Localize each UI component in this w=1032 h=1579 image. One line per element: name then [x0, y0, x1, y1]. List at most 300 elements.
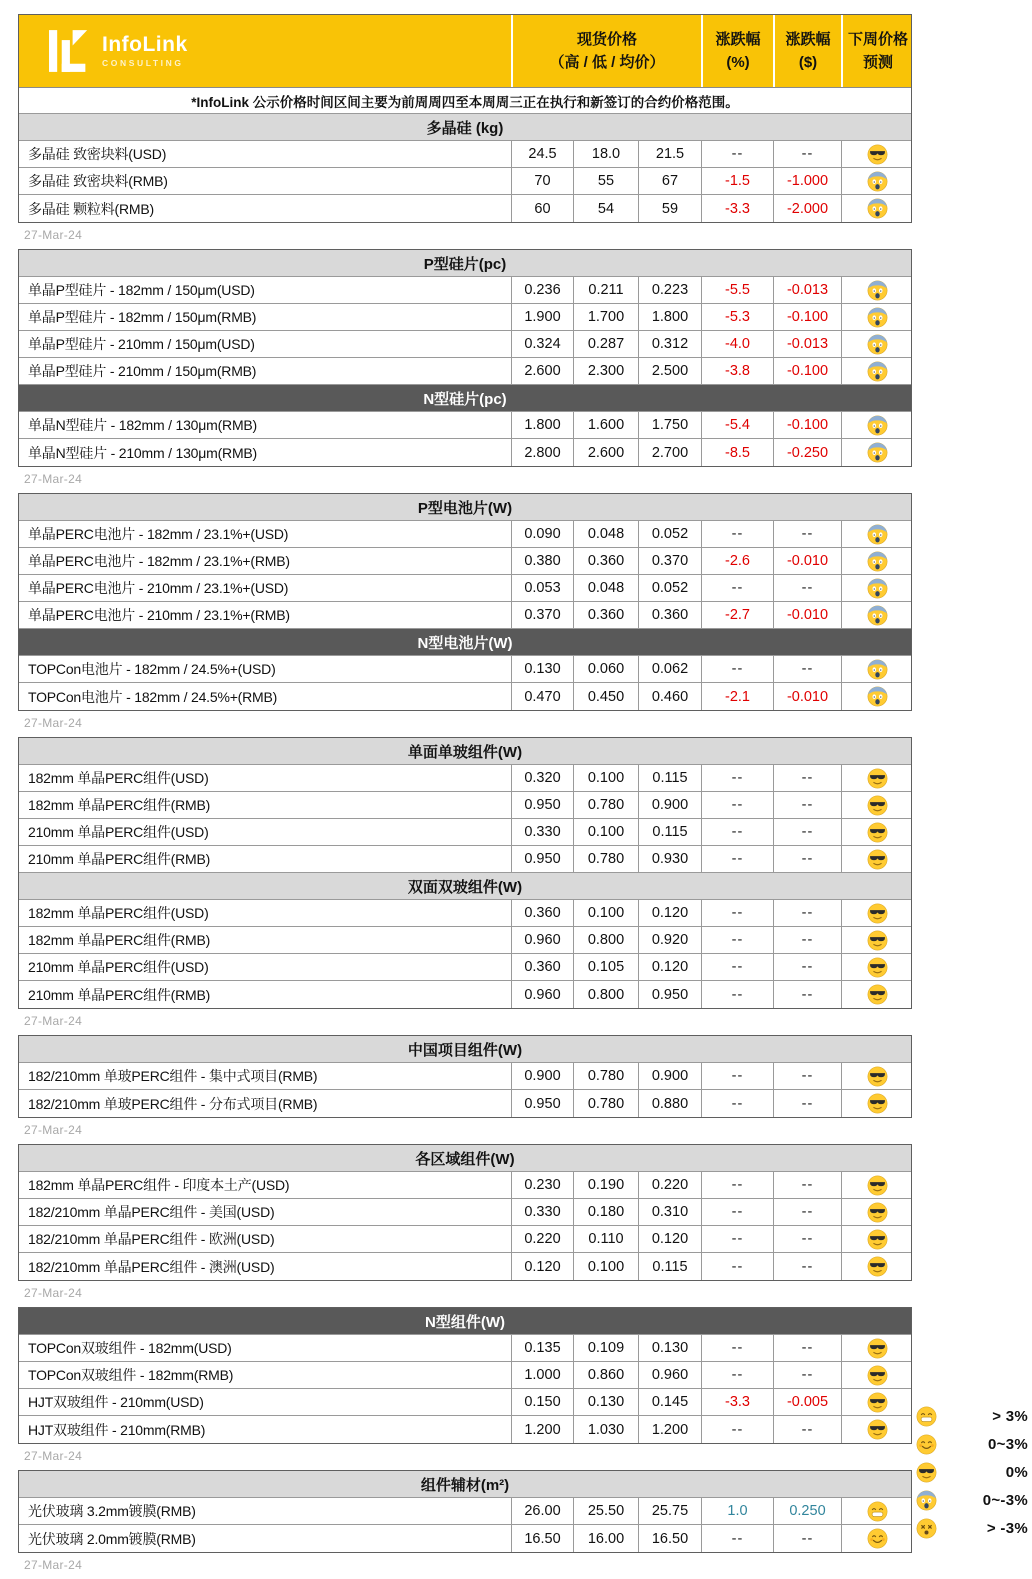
- section-header: N型电池片(W): [19, 629, 911, 656]
- change-pct: --: [701, 521, 773, 547]
- change-usd: --: [773, 1525, 841, 1552]
- change-usd: -0.100: [773, 358, 841, 384]
- forecast-legend: [916, 1402, 1028, 1542]
- price-low: 0.100: [573, 900, 638, 926]
- change-pct: -1.5: [701, 168, 773, 194]
- price-avg: 2.500: [638, 358, 701, 384]
- change-pct: --: [701, 141, 773, 167]
- change-pct: --: [701, 981, 773, 1008]
- price-high: 0.090: [511, 521, 573, 547]
- sunglasses-emoji-icon: [867, 1175, 888, 1196]
- price-low: 0.780: [573, 792, 638, 818]
- product-label: HJT双玻组件 - 210mm(USD): [28, 1394, 204, 1410]
- change-pct: -3.3: [701, 195, 773, 222]
- price-avg: 0.130: [638, 1335, 701, 1361]
- change-pct: --: [701, 792, 773, 818]
- forecast-cell: [841, 981, 913, 1008]
- price-high: 1.800: [511, 412, 573, 438]
- section-header: 各区域组件(W): [19, 1145, 911, 1172]
- sunglasses-emoji-icon: [867, 957, 888, 978]
- legend-item: [916, 1458, 1028, 1486]
- table-row: [19, 1362, 911, 1389]
- scream-emoji-icon: [867, 171, 888, 192]
- table-row: [19, 1199, 911, 1226]
- price-high: 0.236: [511, 277, 573, 303]
- table-row: [19, 1389, 911, 1416]
- price-high: 0.130: [511, 656, 573, 682]
- change-pct: -5.4: [701, 412, 773, 438]
- change-usd: --: [773, 1226, 841, 1252]
- col-header-change-pct: [701, 15, 773, 87]
- change-pct-unit: (%): [726, 54, 750, 71]
- price-low: 0.860: [573, 1362, 638, 1388]
- product-label: 单晶PERC电池片 - 182mm / 23.1%+(USD): [28, 526, 289, 542]
- product-label: 单晶P型硅片 - 182mm / 150μm(RMB): [28, 309, 257, 325]
- sunglasses-emoji-icon: [867, 1256, 888, 1277]
- price-high: 0.324: [511, 331, 573, 357]
- forecast-subtitle: 预测: [862, 54, 893, 71]
- price-avg: 0.460: [638, 683, 701, 710]
- change-usd-unit: ($): [798, 54, 818, 71]
- product-label: 单晶P型硅片 - 210mm / 150μm(RMB): [28, 363, 257, 379]
- price-high: 0.330: [511, 819, 573, 845]
- change-pct: --: [701, 1253, 773, 1280]
- change-pct: --: [701, 846, 773, 872]
- product-label: 单晶PERC电池片 - 182mm / 23.1%+(RMB): [28, 553, 290, 569]
- price-avg: 25.75: [638, 1498, 701, 1524]
- price-low: 0.780: [573, 846, 638, 872]
- change-pct: --: [701, 1063, 773, 1089]
- change-pct: --: [701, 1525, 773, 1552]
- price-low: 0.110: [573, 1226, 638, 1252]
- date-label: 27-Mar-24: [24, 228, 83, 242]
- change-usd: -0.010: [773, 683, 841, 710]
- price-high: 0.150: [511, 1389, 573, 1415]
- price-low: 0.780: [573, 1090, 638, 1117]
- price-low: 0.287: [573, 331, 638, 357]
- product-label: 单晶PERC电池片 - 210mm / 23.1%+(RMB): [28, 607, 290, 623]
- sunglasses-emoji-icon: [867, 1229, 888, 1250]
- forecast-cell: [841, 439, 913, 466]
- price-low: 18.0: [573, 141, 638, 167]
- change-usd: -0.100: [773, 412, 841, 438]
- price-low: 0.780: [573, 1063, 638, 1089]
- forecast-cell: [841, 141, 913, 167]
- price-low: 0.360: [573, 548, 638, 574]
- price-low: 0.100: [573, 765, 638, 791]
- change-usd: --: [773, 1090, 841, 1117]
- table-row: [19, 602, 911, 629]
- price-avg: 59: [638, 195, 701, 222]
- product-label: 210mm 单晶PERC组件(USD): [28, 959, 209, 975]
- price-high: 0.370: [511, 602, 573, 628]
- price-low: 2.600: [573, 439, 638, 466]
- product-label: 单晶PERC电池片 - 210mm / 23.1%+(USD): [28, 580, 289, 596]
- price-block: [18, 1144, 912, 1281]
- price-table-column: [18, 14, 912, 1579]
- product-label: 182/210mm 单晶PERC组件 - 欧洲(USD): [28, 1231, 275, 1247]
- forecast-cell: [841, 575, 913, 601]
- scream-emoji-icon: [867, 198, 888, 219]
- table-row: [19, 548, 911, 575]
- price-high: 1.200: [511, 1416, 573, 1443]
- table-row: [19, 900, 911, 927]
- dizzy-emoji-icon: [916, 1518, 937, 1539]
- price-high: 0.900: [511, 1063, 573, 1089]
- price-low: 0.130: [573, 1389, 638, 1415]
- price-low: 0.109: [573, 1335, 638, 1361]
- scream-emoji-icon: [867, 361, 888, 382]
- change-usd: --: [773, 656, 841, 682]
- section-header: 双面双玻组件(W): [19, 873, 911, 900]
- price-high: 2.800: [511, 439, 573, 466]
- forecast-cell: [841, 656, 913, 682]
- price-block: [18, 737, 912, 1009]
- product-label: 单晶P型硅片 - 210mm / 150μm(USD): [28, 336, 255, 352]
- price-block: [18, 1307, 912, 1444]
- price-high: 0.120: [511, 1253, 573, 1280]
- sunglasses-emoji-icon: [867, 144, 888, 165]
- change-usd: --: [773, 765, 841, 791]
- price-low: 0.211: [573, 277, 638, 303]
- change-usd: --: [773, 521, 841, 547]
- change-pct: --: [701, 1362, 773, 1388]
- forecast-cell: [841, 792, 913, 818]
- change-usd: -0.100: [773, 304, 841, 330]
- scream-emoji-icon: [867, 686, 888, 707]
- legend-label: > -3%: [986, 1519, 1028, 1537]
- price-block: [18, 1470, 912, 1553]
- forecast-cell: [841, 1525, 913, 1552]
- change-pct: --: [701, 656, 773, 682]
- price-avg: 0.220: [638, 1172, 701, 1198]
- change-pct: -5.5: [701, 277, 773, 303]
- price-avg: 0.145: [638, 1389, 701, 1415]
- change-usd: --: [773, 1172, 841, 1198]
- price-avg: 0.120: [638, 900, 701, 926]
- forecast-cell: [841, 1090, 913, 1117]
- table-header: [19, 15, 911, 88]
- change-usd: --: [773, 927, 841, 953]
- change-usd: -0.010: [773, 548, 841, 574]
- change-pct: --: [701, 1416, 773, 1443]
- table-row: [19, 412, 911, 439]
- price-low: 0.800: [573, 927, 638, 953]
- forecast-cell: [841, 1199, 913, 1225]
- product-label: 182/210mm 单玻PERC组件 - 分布式项目(RMB): [28, 1095, 318, 1112]
- price-avg: 0.920: [638, 927, 701, 953]
- price-high: 0.230: [511, 1172, 573, 1198]
- scream-emoji-icon: [867, 524, 888, 545]
- sunglasses-emoji-icon: [867, 1338, 888, 1359]
- forecast-cell: [841, 846, 913, 872]
- sunglasses-emoji-icon: [867, 1202, 888, 1223]
- table-row: [19, 792, 911, 819]
- price-avg: 0.960: [638, 1362, 701, 1388]
- table-row: [19, 846, 911, 873]
- date-label: 27-Mar-24: [24, 1286, 83, 1300]
- price-avg: 0.115: [638, 765, 701, 791]
- forecast-cell: [841, 412, 913, 438]
- change-pct: -4.0: [701, 331, 773, 357]
- sunglasses-emoji-icon: [867, 984, 888, 1005]
- infolink-logo: [19, 15, 511, 87]
- price-high: 0.135: [511, 1335, 573, 1361]
- sunglasses-emoji-icon: [867, 1066, 888, 1087]
- sunglasses-emoji-icon: [867, 1392, 888, 1413]
- price-high: 0.320: [511, 765, 573, 791]
- price-high: 0.360: [511, 954, 573, 980]
- price-low: 0.105: [573, 954, 638, 980]
- price-low: 2.300: [573, 358, 638, 384]
- change-pct: --: [701, 900, 773, 926]
- section-header: P型硅片(pc): [19, 250, 911, 277]
- product-label: 光伏玻璃 3.2mm镀膜(RMB): [28, 1503, 196, 1519]
- change-pct: --: [701, 1226, 773, 1252]
- sunglasses-emoji-icon: [867, 1365, 888, 1386]
- price-high: 0.950: [511, 792, 573, 818]
- price-high: 0.950: [511, 1090, 573, 1117]
- legend-label: 0%: [1005, 1463, 1028, 1481]
- col-header-spot-price: [511, 15, 701, 87]
- product-label: 182mm 单晶PERC组件(USD): [28, 905, 209, 921]
- price-low: 54: [573, 195, 638, 222]
- product-label: 多晶硅 致密块料(RMB): [28, 173, 168, 189]
- change-usd: -1.000: [773, 168, 841, 194]
- table-row: [19, 1416, 911, 1443]
- legend-label: 0~3%: [988, 1435, 1028, 1453]
- change-pct: --: [701, 1335, 773, 1361]
- table-row: [19, 168, 911, 195]
- forecast-cell: [841, 521, 913, 547]
- table-row: [19, 819, 911, 846]
- forecast-cell: [841, 1362, 913, 1388]
- table-row: [19, 304, 911, 331]
- forecast-cell: [841, 331, 913, 357]
- price-high: 0.220: [511, 1226, 573, 1252]
- change-usd: --: [773, 1063, 841, 1089]
- price-avg: 0.120: [638, 1226, 701, 1252]
- price-high: 2.600: [511, 358, 573, 384]
- legend-item: [916, 1430, 1028, 1458]
- section-header: 中国项目组件(W): [19, 1036, 911, 1063]
- price-low: 0.100: [573, 819, 638, 845]
- change-usd: --: [773, 575, 841, 601]
- price-low: 0.180: [573, 1199, 638, 1225]
- grin-emoji-icon: [916, 1406, 937, 1427]
- blocks-container: [18, 223, 912, 1579]
- scream-emoji-icon: [916, 1490, 937, 1511]
- change-pct: --: [701, 927, 773, 953]
- change-pct: -2.7: [701, 602, 773, 628]
- legend-label: 0~-3%: [982, 1491, 1028, 1509]
- product-label: TOPCon双玻组件 - 182mm(RMB): [28, 1367, 234, 1383]
- product-label: TOPCon电池片 - 182mm / 24.5%+(RMB): [28, 688, 278, 705]
- price-avg: 0.880: [638, 1090, 701, 1117]
- forecast-cell: [841, 1498, 913, 1524]
- forecast-cell: [841, 954, 913, 980]
- legend-item: [916, 1486, 1028, 1514]
- product-label: 单晶N型硅片 - 182mm / 130μm(RMB): [28, 417, 258, 433]
- table-row: [19, 765, 911, 792]
- change-usd: --: [773, 1362, 841, 1388]
- price-high: 0.053: [511, 575, 573, 601]
- price-low: 1.600: [573, 412, 638, 438]
- price-avg: 0.115: [638, 1253, 701, 1280]
- price-high: 0.960: [511, 927, 573, 953]
- date-label: 27-Mar-24: [24, 716, 83, 730]
- price-low: 16.00: [573, 1525, 638, 1552]
- table-row: [19, 927, 911, 954]
- price-avg: 2.700: [638, 439, 701, 466]
- price-avg: 0.310: [638, 1199, 701, 1225]
- change-pct: -8.5: [701, 439, 773, 466]
- change-usd: --: [773, 1199, 841, 1225]
- product-label: 182mm 单晶PERC组件(RMB): [28, 932, 211, 948]
- price-high: 70: [511, 168, 573, 194]
- change-usd-title: 涨跌幅: [785, 30, 831, 48]
- product-label: 单晶P型硅片 - 182mm / 150μm(USD): [28, 282, 255, 298]
- price-high: 1.000: [511, 1362, 573, 1388]
- price-avg: 0.115: [638, 819, 701, 845]
- price-avg: 0.900: [638, 792, 701, 818]
- change-pct: 1.0: [701, 1498, 773, 1524]
- scream-emoji-icon: [867, 551, 888, 572]
- price-low: 0.450: [573, 683, 638, 710]
- product-label: 210mm 单晶PERC组件(RMB): [28, 851, 211, 867]
- scream-emoji-icon: [867, 280, 888, 301]
- forecast-cell: [841, 1226, 913, 1252]
- price-high: 0.470: [511, 683, 573, 710]
- table-row: [19, 1063, 911, 1090]
- sunglasses-emoji-icon: [867, 849, 888, 870]
- change-pct: --: [701, 1172, 773, 1198]
- scream-emoji-icon: [867, 605, 888, 626]
- brand-name: InfoLink: [102, 33, 188, 57]
- table-row: [19, 1498, 911, 1525]
- change-usd: --: [773, 846, 841, 872]
- change-pct: -2.1: [701, 683, 773, 710]
- table-row: [19, 954, 911, 981]
- forecast-cell: [841, 548, 913, 574]
- change-usd: -0.010: [773, 602, 841, 628]
- price-avg: 0.062: [638, 656, 701, 682]
- forecast-cell: [841, 927, 913, 953]
- price-avg: 0.360: [638, 602, 701, 628]
- product-label: 光伏玻璃 2.0mm镀膜(RMB): [28, 1530, 196, 1547]
- price-avg: 67: [638, 168, 701, 194]
- price-low: 1.030: [573, 1416, 638, 1443]
- table-row: [19, 331, 911, 358]
- section-header: 多晶硅 (kg): [19, 114, 911, 141]
- date-label: 27-Mar-24: [24, 1014, 83, 1028]
- scream-emoji-icon: [867, 415, 888, 436]
- price-block: [18, 14, 912, 223]
- change-usd: --: [773, 141, 841, 167]
- price-low: 55: [573, 168, 638, 194]
- forecast-cell: [841, 819, 913, 845]
- table-row: [19, 1253, 911, 1280]
- price-avg: 0.312: [638, 331, 701, 357]
- forecast-cell: [841, 1063, 913, 1089]
- change-usd: --: [773, 1253, 841, 1280]
- scream-emoji-icon: [867, 442, 888, 463]
- price-low: 0.100: [573, 1253, 638, 1280]
- product-label: 多晶硅 致密块料(USD): [28, 146, 167, 162]
- change-pct: --: [701, 765, 773, 791]
- price-high: 24.5: [511, 141, 573, 167]
- col-header-change-usd: [773, 15, 841, 87]
- sunglasses-emoji-icon: [867, 930, 888, 951]
- infolink-logo-icon: [49, 30, 89, 72]
- change-usd: -0.013: [773, 277, 841, 303]
- product-label: 182mm 单晶PERC组件 - 印度本土产(USD): [28, 1177, 290, 1193]
- product-label: TOPCon双玻组件 - 182mm(USD): [28, 1340, 232, 1356]
- legend-item: [916, 1402, 1028, 1430]
- change-usd: --: [773, 954, 841, 980]
- price-low: 0.048: [573, 575, 638, 601]
- price-avg: 0.950: [638, 981, 701, 1008]
- price-low: 0.800: [573, 981, 638, 1008]
- change-usd: 0.250: [773, 1498, 841, 1524]
- forecast-cell: [841, 1389, 913, 1415]
- product-label: 单晶N型硅片 - 210mm / 130μm(RMB): [28, 444, 258, 461]
- price-low: 0.060: [573, 656, 638, 682]
- product-label: 210mm 单晶PERC组件(RMB): [28, 986, 211, 1003]
- price-high: 16.50: [511, 1525, 573, 1552]
- table-row: [19, 521, 911, 548]
- scream-emoji-icon: [867, 659, 888, 680]
- section-header: 单面单玻组件(W): [19, 738, 911, 765]
- grin-emoji-icon: [867, 1501, 888, 1522]
- spot-price-title: 现货价格: [576, 30, 637, 48]
- change-usd: -0.250: [773, 439, 841, 466]
- date-label: 27-Mar-24: [24, 1123, 83, 1137]
- change-usd: -0.005: [773, 1389, 841, 1415]
- change-usd: --: [773, 792, 841, 818]
- price-high: 0.950: [511, 846, 573, 872]
- sunglasses-emoji-icon: [916, 1462, 937, 1483]
- table-row: [19, 1226, 911, 1253]
- forecast-cell: [841, 765, 913, 791]
- table-row: [19, 439, 911, 466]
- price-avg: 0.370: [638, 548, 701, 574]
- price-avg: 1.800: [638, 304, 701, 330]
- change-pct: -3.3: [701, 1389, 773, 1415]
- product-label: 182/210mm 单玻PERC组件 - 集中式项目(RMB): [28, 1068, 318, 1084]
- change-pct: -3.8: [701, 358, 773, 384]
- change-pct: --: [701, 1199, 773, 1225]
- forecast-cell: [841, 168, 913, 194]
- scream-emoji-icon: [867, 307, 888, 328]
- forecast-cell: [841, 1335, 913, 1361]
- forecast-cell: [841, 304, 913, 330]
- product-label: 182mm 单晶PERC组件(USD): [28, 770, 209, 786]
- price-avg: 0.120: [638, 954, 701, 980]
- forecast-cell: [841, 277, 913, 303]
- change-pct: -2.6: [701, 548, 773, 574]
- table-row: [19, 1172, 911, 1199]
- legend-label: > 3%: [992, 1407, 1028, 1425]
- change-usd: --: [773, 1335, 841, 1361]
- price-avg: 21.5: [638, 141, 701, 167]
- price-period-note: *InfoLink 公示价格时间区间主要为前周周四至本周周三正在执行和新签订的合约价格范围。: [19, 88, 911, 114]
- table-row: [19, 358, 911, 385]
- change-usd: --: [773, 1416, 841, 1443]
- price-block: [18, 249, 912, 467]
- forecast-cell: [841, 195, 913, 222]
- sunglasses-emoji-icon: [867, 795, 888, 816]
